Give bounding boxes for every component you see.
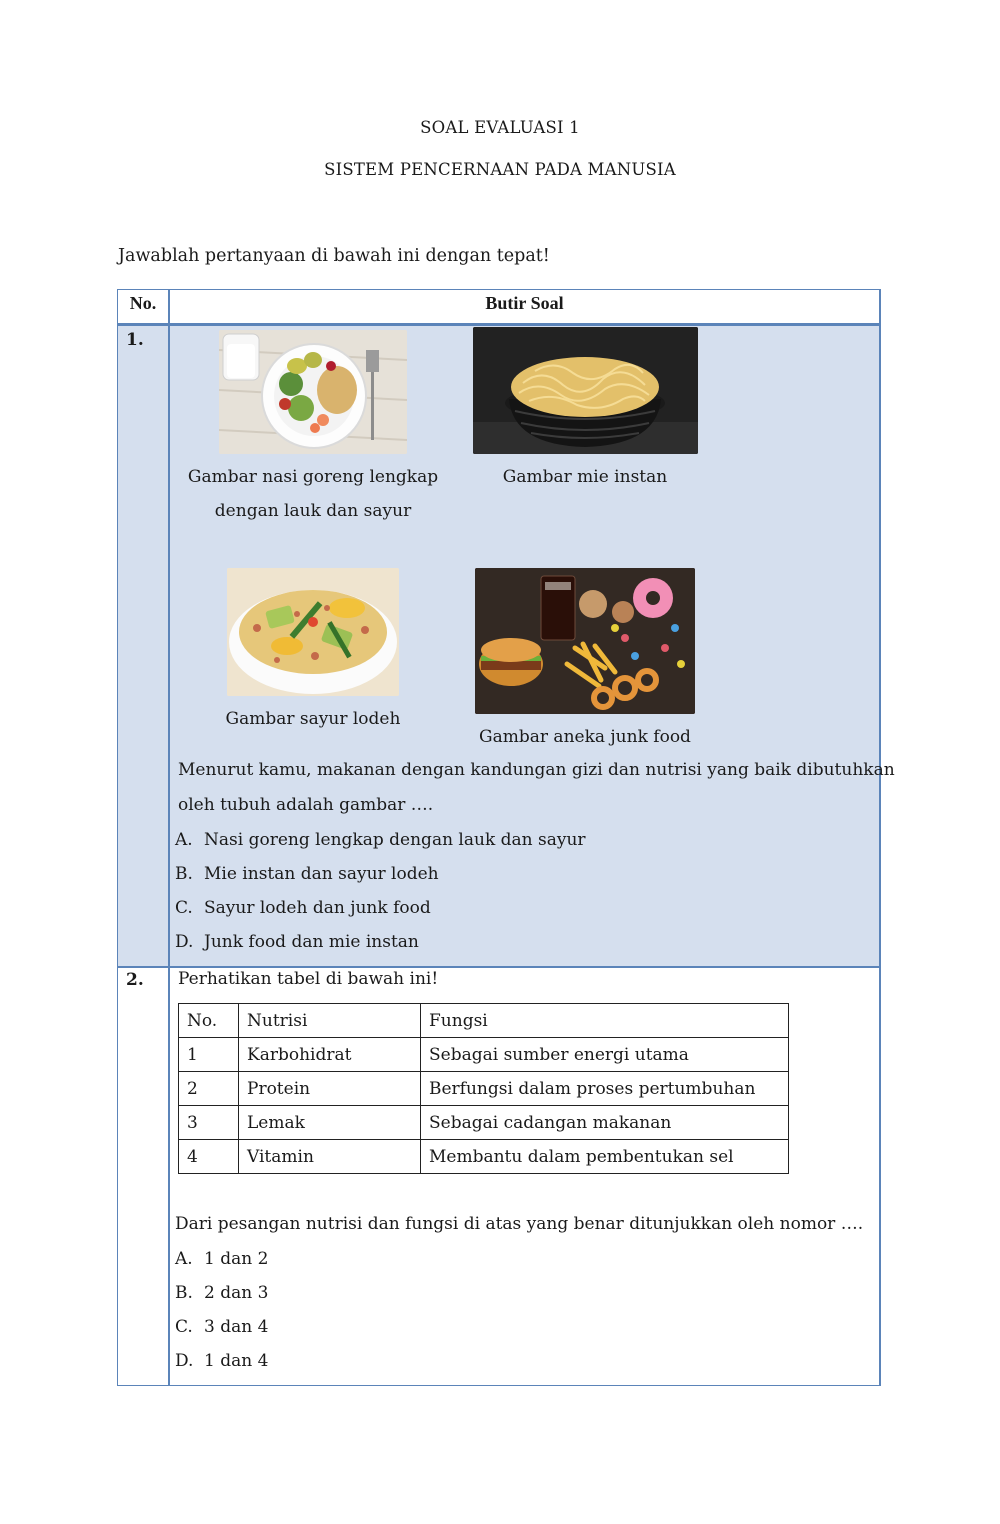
question-1-option-b[interactable] [175,864,439,884]
table-cell: Protein [239,1072,421,1106]
option-letter: B. [175,864,193,884]
caption-junk-food: Gambar aneka junk food [479,727,691,747]
table-header-cell: Nutrisi [239,1004,421,1038]
option-letter: D. [175,932,194,952]
option-text: Mie instan dan sayur lodeh [204,864,439,884]
caption-instant-noodles: Gambar mie instan [502,467,668,487]
option-letter: B. [175,1283,193,1303]
table-cell: Sebagai sumber energi utama [421,1038,789,1072]
question-1-text-line1: Menurut kamu, makanan dengan kandungan gizi dan nutrisi yang baik dibutuhkan [178,760,895,780]
healthy-plate-photo-icon [219,330,407,454]
caption-healthy-plate-line1: Gambar nasi goreng lengkap [187,467,439,487]
option-letter: C. [175,1317,193,1337]
header-no: No. [129,293,157,313]
question-1-option-d[interactable] [175,932,419,952]
option-text: 3 dan 4 [204,1317,269,1337]
table-row [179,1140,789,1174]
option-letter: D. [175,1351,194,1371]
document-subtitle: SISTEM PENCERNAAN PADA MANUSIA [324,160,676,179]
question-2-option-c[interactable] [175,1317,268,1337]
option-text: Sayur lodeh dan junk food [204,898,431,918]
document-title: SOAL EVALUASI 1 [420,118,580,137]
junk-food-photo-icon [475,568,695,714]
caption-healthy-plate-line2: dengan lauk dan sayur [214,501,412,521]
table-cell: Lemak [239,1106,421,1140]
table-row [179,1106,789,1140]
table-header-cell: No. [179,1004,239,1038]
question-2-option-a[interactable] [175,1249,268,1269]
question-2-text: Dari pesangan nutrisi dan fungsi di atas yang benar ditunjukkan oleh nomor …. [175,1214,864,1234]
table-cell: 3 [179,1106,239,1140]
table-row [179,1072,789,1106]
option-text: 1 dan 4 [204,1351,269,1371]
caption-vegetable-soup: Gambar sayur lodeh [225,709,401,729]
table-cell: 4 [179,1140,239,1174]
table-cell: Berfungsi dalam proses pertumbuhan [421,1072,789,1106]
table-cell: 2 [179,1072,239,1106]
option-letter: C. [175,898,193,918]
option-text: Nasi goreng lengkap dengan lauk dan sayur [204,830,586,850]
instant-noodles-photo-icon [473,327,698,454]
option-text: 2 dan 3 [204,1283,269,1303]
option-letter: A. [175,1249,193,1269]
option-text: Junk food dan mie instan [204,932,419,952]
question-2-option-d[interactable] [175,1351,268,1371]
question-2-option-b[interactable] [175,1283,268,1303]
option-letter: A. [175,830,193,850]
header-item: Butir Soal [485,293,564,313]
instruction-text: Jawablah pertanyaan di bawah ini dengan tepat! [118,246,550,266]
table-cell: Sebagai cadangan makanan [421,1106,789,1140]
question-2-intro: Perhatikan tabel di bawah ini! [178,969,439,989]
question-1-option-c[interactable] [175,898,431,918]
question-1-option-a[interactable] [175,830,586,850]
table-cell: Membantu dalam pembentukan sel [421,1140,789,1174]
table-row [179,1004,789,1038]
question-1-number: 1. [126,330,144,350]
question-1-text-line2: oleh tubuh adalah gambar …. [178,795,434,815]
option-text: 1 dan 2 [204,1249,269,1269]
question-2-number: 2. [126,970,144,990]
table-header-cell: Fungsi [421,1004,789,1038]
table-cell: Vitamin [239,1140,421,1174]
vegetable-soup-photo-icon [227,568,399,696]
table-cell: 1 [179,1038,239,1072]
table-row [179,1038,789,1072]
table-cell: Karbohidrat [239,1038,421,1072]
nutrient-table [178,1003,789,1174]
